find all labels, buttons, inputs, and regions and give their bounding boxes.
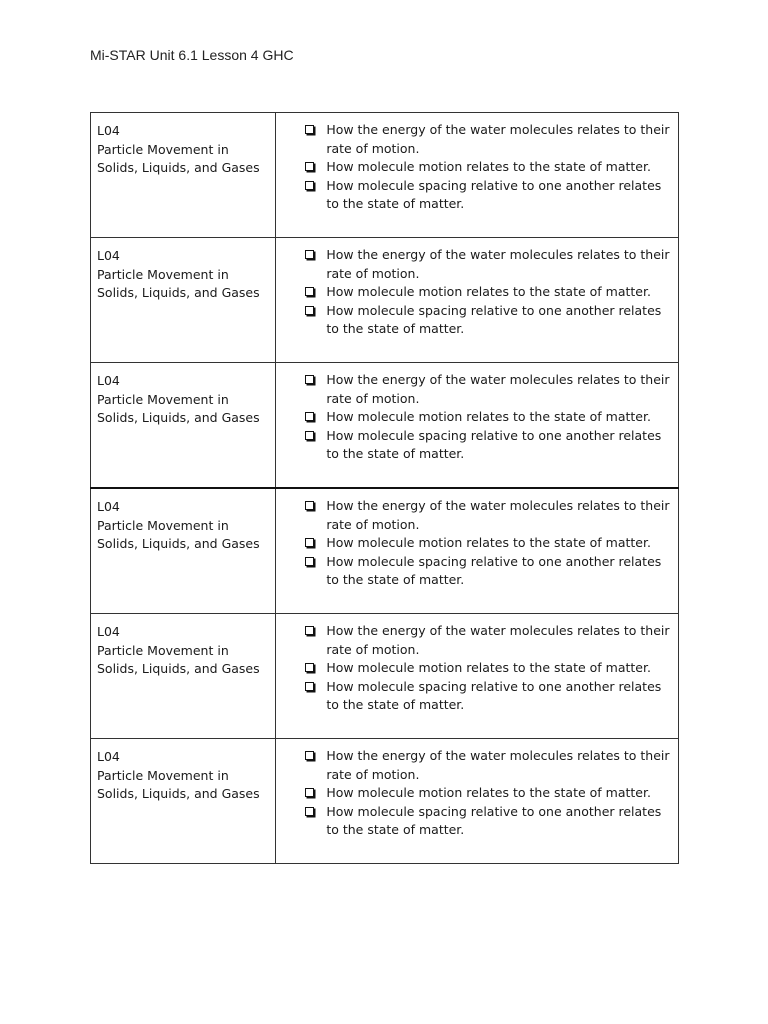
checkbox-icon[interactable] bbox=[305, 807, 314, 816]
document-header: Mi-STAR Unit 6.1 Lesson 4 GHC bbox=[90, 47, 294, 63]
lesson-topic-line: Particle Movement in bbox=[97, 391, 229, 407]
checklist-item bbox=[304, 534, 672, 553]
checklist bbox=[304, 246, 672, 339]
checkbox-icon[interactable] bbox=[305, 412, 314, 421]
checklist-item-text: How molecule spacing relative to one another relates to the state of matter. bbox=[326, 177, 662, 211]
checkbox-icon[interactable] bbox=[305, 162, 314, 171]
lesson-code: L04 bbox=[97, 123, 120, 138]
checklist-item bbox=[304, 427, 672, 464]
checkbox-icon[interactable] bbox=[305, 682, 314, 691]
lesson-cell bbox=[91, 739, 276, 864]
checkbox-icon[interactable] bbox=[305, 538, 314, 547]
table-row bbox=[91, 488, 679, 614]
checklist-item bbox=[304, 246, 672, 283]
checklist bbox=[304, 371, 672, 464]
checklist-item-text: How molecule motion relates to the state of matter. bbox=[326, 535, 651, 550]
checkbox-icon[interactable] bbox=[305, 557, 314, 566]
checkbox-icon[interactable] bbox=[305, 788, 314, 797]
checklist-item bbox=[304, 747, 672, 784]
checkbox-icon[interactable] bbox=[305, 663, 314, 672]
checkbox-icon[interactable] bbox=[305, 181, 314, 190]
checklist-cell bbox=[276, 739, 679, 864]
lesson-topic-line: Solids, Liquids, and Gases bbox=[97, 536, 260, 551]
checklist-item-text: How molecule spacing relative to one another relates to the state of matter. bbox=[326, 678, 662, 712]
checklist-item-text: How the energy of the water molecules relates to their rate of motion. bbox=[326, 122, 670, 156]
lesson-cell bbox=[91, 363, 276, 489]
checklist-item-text: How molecule motion relates to the state of matter. bbox=[326, 660, 651, 675]
checkbox-icon[interactable] bbox=[305, 375, 314, 384]
lesson-topic-line: Particle Movement in bbox=[97, 642, 229, 658]
lesson-cell bbox=[91, 113, 276, 238]
checklist-cell bbox=[276, 488, 679, 614]
checkbox-icon[interactable] bbox=[305, 306, 314, 315]
checklist-cell bbox=[276, 238, 679, 363]
checkbox-icon[interactable] bbox=[305, 751, 314, 760]
checkbox-icon[interactable] bbox=[305, 626, 314, 635]
checklist-item-text: How the energy of the water molecules relates to their rate of motion. bbox=[326, 247, 670, 281]
lesson-code: L04 bbox=[97, 749, 120, 764]
checklist-item-text: How the energy of the water molecules relates to their rate of motion. bbox=[326, 498, 670, 532]
checklist-item-text: How molecule spacing relative to one another relates to the state of matter. bbox=[326, 302, 662, 336]
checklist-item bbox=[304, 408, 672, 427]
checkbox-icon[interactable] bbox=[305, 125, 314, 134]
checklist-item bbox=[304, 659, 672, 678]
table-row bbox=[91, 363, 679, 489]
checklist bbox=[304, 121, 672, 214]
checklist-item bbox=[304, 121, 672, 158]
checklist-cell bbox=[276, 113, 679, 238]
checklist-item bbox=[304, 553, 672, 590]
lesson-topic-line: Particle Movement in bbox=[97, 141, 229, 157]
checklist-item bbox=[304, 678, 672, 715]
lesson-topic-line: Solids, Liquids, and Gases bbox=[97, 661, 260, 676]
lesson-card-table bbox=[90, 112, 679, 864]
checklist-item-text: How molecule spacing relative to one another relates to the state of matter. bbox=[326, 553, 662, 587]
lesson-topic-line: Particle Movement in bbox=[97, 266, 229, 282]
lesson-cell bbox=[91, 238, 276, 363]
lesson-code: L04 bbox=[97, 373, 120, 388]
table-row bbox=[91, 113, 679, 238]
lesson-cell bbox=[91, 488, 276, 614]
lesson-cell bbox=[91, 614, 276, 739]
checkbox-icon[interactable] bbox=[305, 287, 314, 296]
checklist-item-text: How the energy of the water molecules relates to their rate of motion. bbox=[326, 372, 670, 406]
checklist-item-text: How molecule spacing relative to one another relates to the state of matter. bbox=[326, 803, 662, 837]
lesson-code: L04 bbox=[97, 499, 120, 514]
checkbox-icon[interactable] bbox=[305, 250, 314, 259]
lesson-code: L04 bbox=[97, 624, 120, 639]
lesson-topic-line: Solids, Liquids, and Gases bbox=[97, 786, 260, 801]
checkbox-icon[interactable] bbox=[305, 501, 314, 510]
checklist-item bbox=[304, 497, 672, 534]
checklist-item bbox=[304, 158, 672, 177]
checklist-item bbox=[304, 803, 672, 840]
checklist-item bbox=[304, 784, 672, 803]
lesson-code: L04 bbox=[97, 248, 120, 263]
checklist-item-text: How the energy of the water molecules relates to their rate of motion. bbox=[326, 748, 670, 782]
checklist-item bbox=[304, 371, 672, 408]
checkbox-icon[interactable] bbox=[305, 431, 314, 440]
checklist-item bbox=[304, 283, 672, 302]
lesson-topic-line: Solids, Liquids, and Gases bbox=[97, 410, 260, 425]
checklist-cell bbox=[276, 614, 679, 739]
checklist-item-text: How molecule motion relates to the state of matter. bbox=[326, 409, 651, 424]
checklist-item bbox=[304, 622, 672, 659]
lesson-topic-line: Solids, Liquids, and Gases bbox=[97, 285, 260, 300]
checklist-item bbox=[304, 302, 672, 339]
lesson-topic-line: Particle Movement in bbox=[97, 517, 229, 533]
checklist-item-text: How molecule motion relates to the state of matter. bbox=[326, 785, 651, 800]
table-row bbox=[91, 238, 679, 363]
checklist-item-text: How the energy of the water molecules relates to their rate of motion. bbox=[326, 623, 670, 657]
checklist-item-text: How molecule spacing relative to one another relates to the state of matter. bbox=[326, 427, 662, 461]
lesson-topic-line: Particle Movement in bbox=[97, 767, 229, 783]
lesson-topic-line: Solids, Liquids, and Gases bbox=[97, 160, 260, 175]
checklist bbox=[304, 497, 672, 590]
table-row bbox=[91, 614, 679, 739]
checklist-item bbox=[304, 177, 672, 214]
checklist-item-text: How molecule motion relates to the state of matter. bbox=[326, 284, 651, 299]
table-row bbox=[91, 739, 679, 864]
checklist-item-text: How molecule motion relates to the state of matter. bbox=[326, 159, 651, 174]
checklist bbox=[304, 622, 672, 715]
checklist-cell bbox=[276, 363, 679, 489]
checklist bbox=[304, 747, 672, 840]
